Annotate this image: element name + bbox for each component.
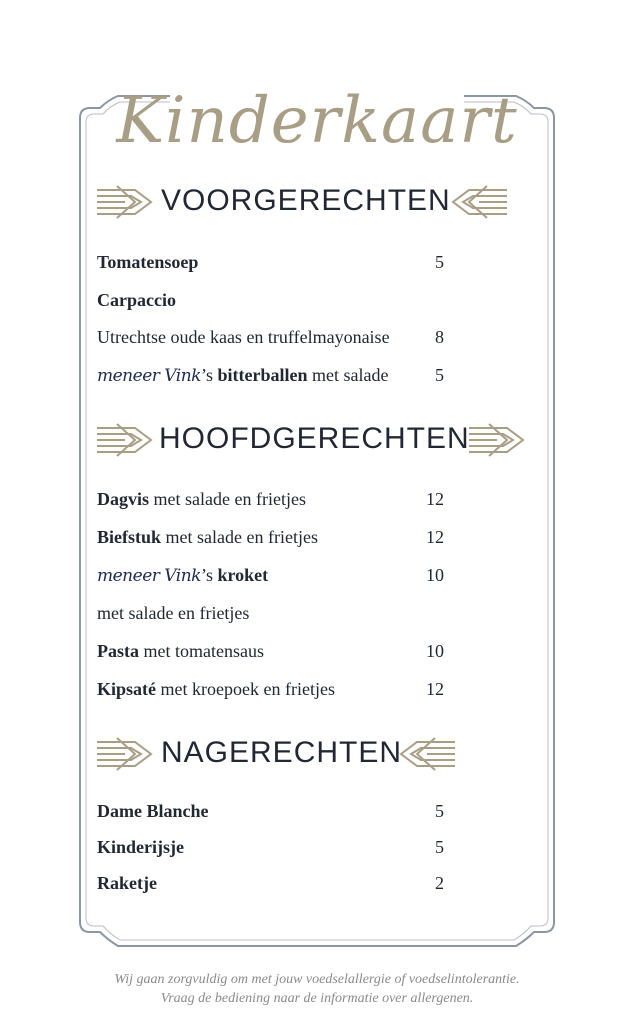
menu-title: Kinderkaart bbox=[116, 84, 518, 158]
chevron-right-ornament-icon bbox=[95, 184, 155, 220]
menu-item: meneer Vink’s kroket 10 bbox=[97, 565, 444, 586]
dish-name: Tomatensoep bbox=[97, 252, 199, 272]
menu-item bbox=[97, 835, 457, 859]
dish-description: met salade en frietjes bbox=[165, 527, 318, 547]
menu-item bbox=[97, 677, 457, 701]
dish-description: met salade en frietjes bbox=[153, 489, 306, 509]
menu-item bbox=[97, 288, 457, 312]
dish-name: kroket bbox=[217, 565, 269, 585]
meneer-vink-signature: meneer Vink bbox=[97, 566, 201, 586]
allergy-notice-line-1: Wij gaan zorgvuldig om met jouw voedselallergie of voedselintolerantie. bbox=[114, 972, 520, 987]
menu-item bbox=[97, 871, 457, 895]
dish-name: bitterballen bbox=[217, 365, 308, 385]
price: 5 bbox=[435, 252, 444, 272]
section-title: NAGERECHTEN bbox=[161, 736, 403, 769]
dish-description: met salade en frietjes bbox=[97, 603, 250, 623]
price: 12 bbox=[426, 527, 444, 547]
menu-item bbox=[97, 799, 457, 823]
menu-item: meneer Vink’s bitterballen met salade 5 bbox=[97, 365, 444, 386]
chevron-right-ornament-icon bbox=[95, 422, 155, 458]
chevron-left-ornament-icon bbox=[397, 736, 457, 772]
section-title: HOOFDGERECHTEN bbox=[159, 422, 470, 455]
price: 5 bbox=[435, 801, 444, 821]
dish-description: met salade bbox=[311, 365, 389, 385]
dish-description: Utrechtse oude kaas en truffelmayonaise bbox=[97, 327, 390, 347]
dish-name: Pasta bbox=[97, 641, 139, 661]
dish-description: met tomatensaus bbox=[143, 641, 264, 661]
chevron-left-ornament-icon bbox=[449, 184, 509, 220]
menu-item bbox=[97, 487, 457, 511]
dish-name: Carpaccio bbox=[97, 290, 176, 310]
price: 5 bbox=[435, 365, 444, 385]
dish-name: Kipsaté bbox=[97, 679, 157, 699]
menu-item bbox=[97, 639, 457, 663]
chevron-right-ornament-icon bbox=[95, 736, 155, 772]
price: 12 bbox=[426, 489, 444, 509]
dish-name: Dagvis bbox=[97, 489, 150, 509]
menu-item bbox=[97, 601, 457, 625]
dish-name: Kinderijsje bbox=[97, 837, 184, 857]
dish-description: met kroepoek en frietjes bbox=[160, 679, 335, 699]
section-heading-voorgerechten bbox=[95, 182, 525, 222]
price: 8 bbox=[435, 327, 444, 347]
price: 12 bbox=[426, 679, 444, 699]
menu-item bbox=[97, 250, 457, 274]
price: 10 bbox=[426, 565, 444, 585]
section-title: VOORGERECHTEN bbox=[161, 184, 451, 217]
meneer-vink-signature: meneer Vink bbox=[97, 366, 201, 386]
menu-item bbox=[97, 525, 457, 549]
menu-item bbox=[97, 325, 457, 349]
dish-name: Raketje bbox=[97, 873, 157, 893]
section-heading-nagerechten bbox=[95, 734, 525, 774]
dish-name: Dame Blanche bbox=[97, 801, 209, 821]
price: 10 bbox=[426, 641, 444, 661]
allergy-notice-line-2: Vraag de bediening naar de informatie over allergenen. bbox=[160, 991, 474, 1006]
dish-name: Biefstuk bbox=[97, 527, 162, 547]
chevron-left-ornament-icon bbox=[467, 422, 527, 458]
section-heading-hoofdgerechten bbox=[95, 420, 525, 460]
price: 5 bbox=[435, 837, 444, 857]
price: 2 bbox=[435, 873, 444, 893]
